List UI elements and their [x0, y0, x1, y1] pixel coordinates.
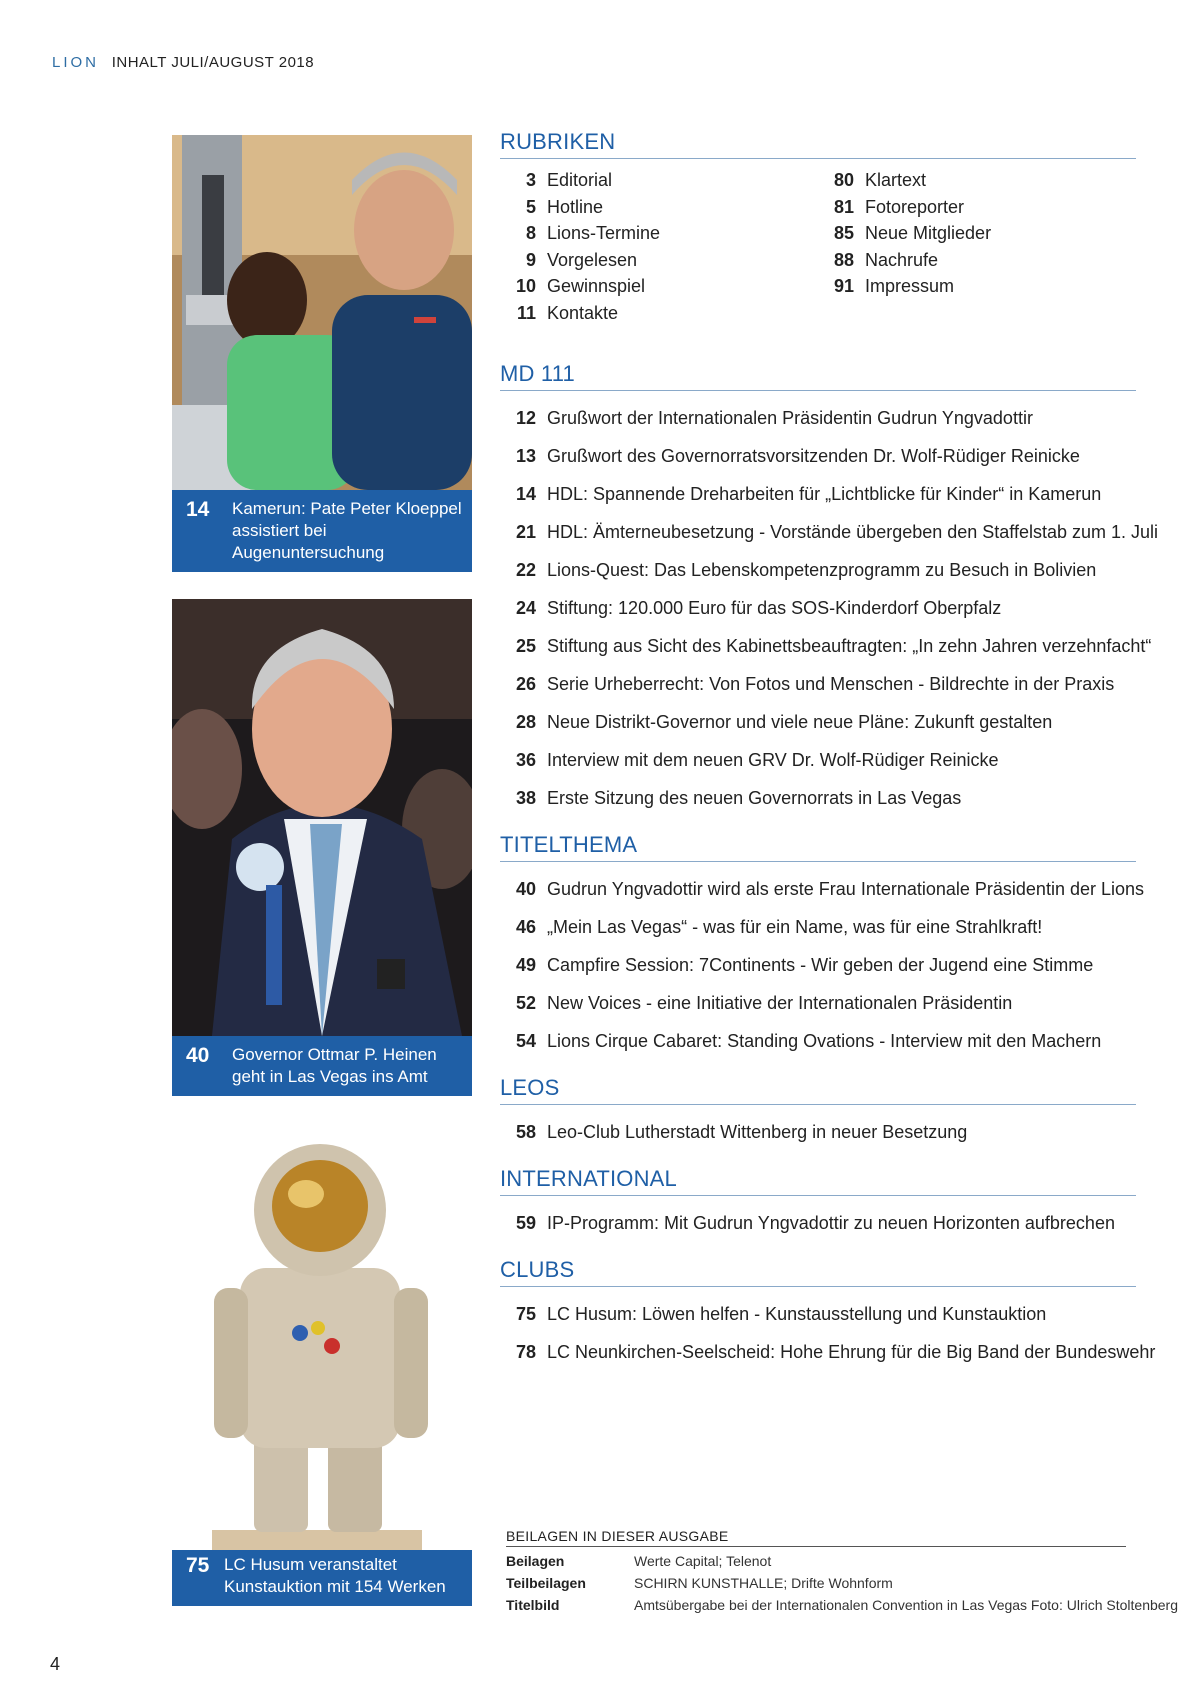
toc-title: Lions-Quest: Das Lebenskompetenzprogramm zu Besuch in Bolivien — [547, 560, 1097, 580]
toc-page-number: 36 — [515, 750, 536, 770]
toc-title: HDL: Ämterneubesetzung - Vorstände übergeben den Staffelstab zum 1. Juli — [547, 522, 1159, 542]
toc-entry[interactable] — [500, 273, 818, 300]
supplement-row — [506, 1594, 1179, 1616]
toc-entry[interactable] — [500, 1333, 1156, 1371]
photo-governor — [172, 599, 472, 1036]
toc-entry[interactable] — [500, 220, 818, 247]
toc-page-number: 25 — [515, 636, 536, 656]
caption-page-number: 14 — [186, 498, 210, 521]
supplements-box — [506, 1528, 1179, 1616]
photo-caption-2 — [172, 1036, 472, 1096]
supplement-value: Werte Capital; Telenot — [634, 1553, 772, 1569]
toc-page-number: 88 — [833, 249, 854, 270]
table-of-contents — [500, 128, 1159, 1385]
toc-title: Nachrufe — [865, 249, 939, 270]
toc-entry[interactable] — [500, 167, 818, 194]
rubriken-left-column — [500, 167, 818, 326]
section-clubs — [500, 1256, 1156, 1371]
toc-entry[interactable] — [500, 513, 1159, 551]
toc-page-number: 3 — [525, 170, 536, 190]
toc-entry[interactable] — [500, 1113, 1136, 1151]
toc-page-number: 75 — [515, 1304, 536, 1324]
toc-page-number: 26 — [515, 674, 536, 694]
toc-entry[interactable] — [500, 194, 818, 221]
toc-title: Erste Sitzung des neuen Governorrats in Las Vegas — [547, 788, 962, 808]
toc-title: Grußwort des Governorratsvorsitzenden Dr. Wolf-Rüdiger Reinicke — [547, 446, 1080, 466]
toc-entry[interactable] — [500, 475, 1136, 513]
toc-title: Leo-Club Lutherstadt Wittenberg in neuer Besetzung — [547, 1122, 968, 1142]
toc-page-number: 8 — [525, 223, 536, 243]
toc-title: Fotoreporter — [865, 196, 965, 217]
toc-page-number: 14 — [515, 484, 536, 504]
toc-entry[interactable] — [500, 399, 1136, 437]
toc-page-number: 28 — [515, 712, 536, 732]
toc-title: HDL: Spannende Dreharbeiten für „Lichtblicke für Kinder“ in Kamerun — [547, 484, 1102, 504]
toc-title: Campfire Session: 7Continents - Wir geben der Jugend eine Stimme — [547, 955, 1094, 975]
section-heading: MD 111 — [500, 360, 1136, 391]
section-international — [500, 1165, 1136, 1242]
toc-page-number: 11 — [516, 302, 536, 323]
toc-entry[interactable] — [500, 779, 1136, 817]
toc-page-number: 22 — [515, 560, 536, 580]
toc-page-number: 12 — [515, 408, 536, 428]
toc-page-number: 5 — [525, 196, 536, 217]
toc-page-number: 59 — [515, 1213, 536, 1233]
section-heading: RUBRIKEN — [500, 128, 1136, 159]
toc-entry[interactable] — [500, 1022, 1136, 1060]
section-heading: INTERNATIONAL — [500, 1165, 1136, 1196]
toc-page-number: 85 — [833, 223, 854, 243]
toc-entry[interactable] — [500, 1295, 1136, 1333]
toc-title: Serie Urheberrecht: Von Fotos und Menschen - Bildrechte in der Praxis — [547, 674, 1115, 694]
caption-text: LC Husum veranstaltet Kunstauktion mit 154 Werken — [224, 1555, 446, 1596]
toc-page-number: 46 — [515, 917, 536, 937]
photo-card-2 — [172, 599, 472, 1096]
section-rubriken — [500, 128, 1136, 326]
supplement-value: SCHIRN KUNSTHALLE; Drifte Wohnform — [634, 1575, 893, 1591]
toc-title: Impressum — [865, 276, 955, 296]
toc-title: Klartext — [865, 170, 927, 190]
toc-title: Hotline — [547, 196, 604, 217]
toc-title: Neue Mitglieder — [865, 223, 992, 243]
toc-title: Grußwort der Internationalen Präsidentin Gudrun Yngvadottir — [547, 408, 1033, 428]
supplement-label: Beilagen — [506, 1553, 565, 1569]
toc-entry[interactable] — [500, 908, 1136, 946]
toc-page-number: 9 — [525, 249, 536, 270]
page-title: INHALT JULI/AUGUST 2018 — [111, 54, 315, 71]
photo-card-3 — [172, 1138, 472, 1606]
supplement-label: Teilbeilagen — [506, 1575, 586, 1591]
toc-title: Stiftung aus Sicht des Kabinettsbeauftragten: „In zehn Jahren verzehnfacht“ — [547, 636, 1152, 656]
magazine-brand: LION — [52, 54, 100, 71]
toc-entry[interactable] — [500, 703, 1136, 741]
caption-page-number: 40 — [186, 1044, 210, 1067]
toc-page-number: 78 — [515, 1342, 536, 1362]
toc-title: Lions-Termine — [547, 223, 661, 243]
supplement-value: Amtsübergabe bei der Internationalen Convention in Las Vegas Foto: Ulrich Stoltenberg — [634, 1597, 1179, 1613]
toc-title: Stiftung: 120.000 Euro für das SOS-Kinderdorf Oberpfalz — [547, 598, 1002, 618]
toc-title: Lions Cirque Cabaret: Standing Ovations - Interview mit den Machern — [547, 1031, 1102, 1051]
supplements-heading: BEILAGEN IN DIESER AUSGABE — [506, 1528, 1126, 1547]
section-heading: TITELTHEMA — [500, 831, 1136, 862]
supplement-label: Titelbild — [506, 1597, 560, 1613]
photo-caption-3 — [172, 1546, 472, 1606]
toc-page-number: 40 — [515, 879, 536, 899]
toc-title: Vorgelesen — [547, 249, 638, 270]
toc-entry[interactable] — [500, 1204, 1136, 1242]
caption-page-number: 75 — [186, 1554, 210, 1577]
toc-entry[interactable] — [500, 300, 818, 327]
toc-title: LC Neunkirchen-Seelscheid: Hohe Ehrung für die Big Band der Bundeswehr — [547, 1342, 1156, 1362]
toc-entry[interactable] — [818, 247, 1136, 274]
toc-page-number: 13 — [515, 446, 536, 466]
supplement-row — [506, 1550, 1126, 1572]
toc-entry[interactable] — [500, 247, 818, 274]
section-leos — [500, 1074, 1136, 1151]
photo-card-1 — [172, 135, 472, 572]
supplement-row — [506, 1572, 1126, 1594]
toc-page-number: 91 — [833, 276, 854, 296]
toc-entry[interactable] — [818, 194, 1136, 221]
rubriken-right-column — [818, 167, 1136, 326]
toc-title: Kontakte — [547, 302, 619, 323]
toc-entry[interactable] — [818, 273, 1136, 300]
toc-page-number: 80 — [833, 170, 854, 190]
toc-page-number: 49 — [515, 955, 536, 975]
page-number: 4 — [50, 1654, 61, 1674]
toc-entry[interactable] — [500, 551, 1136, 589]
section-titelthema — [500, 831, 1144, 1060]
section-md111 — [500, 360, 1159, 817]
toc-title: „Mein Las Vegas“ - was für ein Name, was für eine Strahlkraft! — [547, 917, 1043, 937]
caption-text: Kamerun: Pate Peter Kloeppel assistiert bei Augenuntersuchung — [232, 499, 462, 562]
toc-entry[interactable] — [500, 665, 1136, 703]
caption-text: Governor Ottmar P. Heinen geht in Las Vegas ins Amt — [232, 1045, 437, 1086]
toc-page-number: 58 — [515, 1122, 536, 1142]
toc-entry[interactable] — [500, 946, 1136, 984]
toc-page-number: 54 — [515, 1031, 536, 1051]
running-head — [52, 54, 314, 71]
toc-entry[interactable] — [500, 984, 1136, 1022]
photo-eye-exam — [172, 135, 472, 490]
toc-entry[interactable] — [500, 437, 1136, 475]
toc-page-number: 81 — [833, 196, 854, 217]
toc-title: Gudrun Yngvadottir wird als erste Frau Internationale Präsidentin der Lions — [547, 879, 1144, 899]
section-heading: LEOS — [500, 1074, 1136, 1105]
toc-title: Editorial — [547, 170, 613, 190]
toc-page-number: 24 — [515, 598, 536, 618]
photo-caption-1 — [172, 490, 472, 572]
section-heading: CLUBS — [500, 1256, 1136, 1287]
toc-title: Interview mit dem neuen GRV Dr. Wolf-Rüdiger Reinicke — [547, 750, 999, 770]
toc-entry[interactable] — [500, 870, 1144, 908]
toc-title: LC Husum: Löwen helfen - Kunstausstellung und Kunstauktion — [547, 1304, 1047, 1324]
toc-page-number: 38 — [515, 788, 536, 808]
photo-astronaut-sculpture — [172, 1138, 472, 1550]
toc-title: New Voices - eine Initiative der Internationalen Präsidentin — [547, 993, 1013, 1013]
toc-page-number: 52 — [515, 993, 536, 1013]
toc-title: IP-Programm: Mit Gudrun Yngvadottir zu neuen Horizonten aufbrechen — [547, 1213, 1115, 1233]
toc-title: Neue Distrikt-Governor und viele neue Pläne: Zukunft gestalten — [547, 712, 1053, 732]
toc-entry[interactable] — [500, 627, 1152, 665]
toc-entry[interactable] — [818, 167, 1136, 194]
toc-entry[interactable] — [818, 220, 1136, 247]
toc-title: Gewinnspiel — [547, 276, 646, 296]
toc-page-number: 10 — [515, 276, 536, 296]
toc-entry[interactable] — [500, 589, 1136, 627]
toc-page-number: 21 — [515, 522, 536, 542]
toc-entry[interactable] — [500, 741, 1136, 779]
